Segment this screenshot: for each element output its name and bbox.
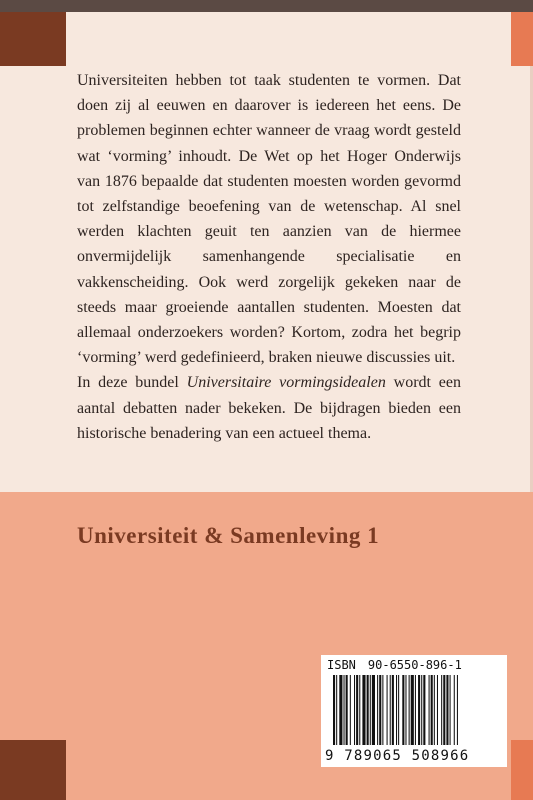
top-edge-strip	[0, 0, 533, 12]
series-title: Universiteit & Samenleving 1	[77, 523, 380, 548]
top-right-orange-square	[511, 12, 533, 66]
barcode-panel	[321, 655, 507, 767]
blurb-paragraph-2-start: In deze bundel	[77, 374, 187, 392]
barcode-bars-icon	[333, 675, 501, 745]
top-left-brown-square	[0, 12, 66, 66]
blurb-paragraph-2	[77, 370, 461, 446]
ean-number: 9 789065 508966	[325, 748, 470, 764]
blurb-text	[77, 68, 461, 446]
isbn-line	[327, 658, 462, 672]
book-title-italic: Universitaire vormingsidealen	[186, 374, 386, 392]
bottom-left-brown-square	[0, 740, 66, 800]
isbn-number: 90-6550-896-1	[367, 658, 462, 672]
isbn-label: ISBN	[327, 658, 356, 672]
blurb-paragraph-1: Universiteiten hebben tot taak studenten te vormen. Dat doen zij al eeuwen en daarover is iedereen het eens. De problemen beginnen echter wanneer de vraag wordt gesteld wat ‘vorming’ inhoudt. De Wet op het Hoger Onderwijs van 1876 bepaalde dat studenten moesten worden gevormd tot zelfstandige beoefening van de wetenschap. Al snel werden klachten geuit ten aanzien van de hiermee onvermijdelijk samenhangende specialisatie en vakkenscheiding. Ook werd zorgelijk gekeken naar de steeds maar groeiende aantallen studenten. Moesten dat allemaal onderzoekers worden? Kortom, zodra het begrip ‘vorming’ werd gedefinieerd, braken nieuwe discussies uit.	[77, 72, 461, 367]
blurb-paragraph-2-end: wordt een aantal debatten nader bekeken. De bijdragen bieden een historische benadering van een actueel thema.	[77, 374, 462, 442]
bottom-right-orange-square	[511, 740, 533, 800]
